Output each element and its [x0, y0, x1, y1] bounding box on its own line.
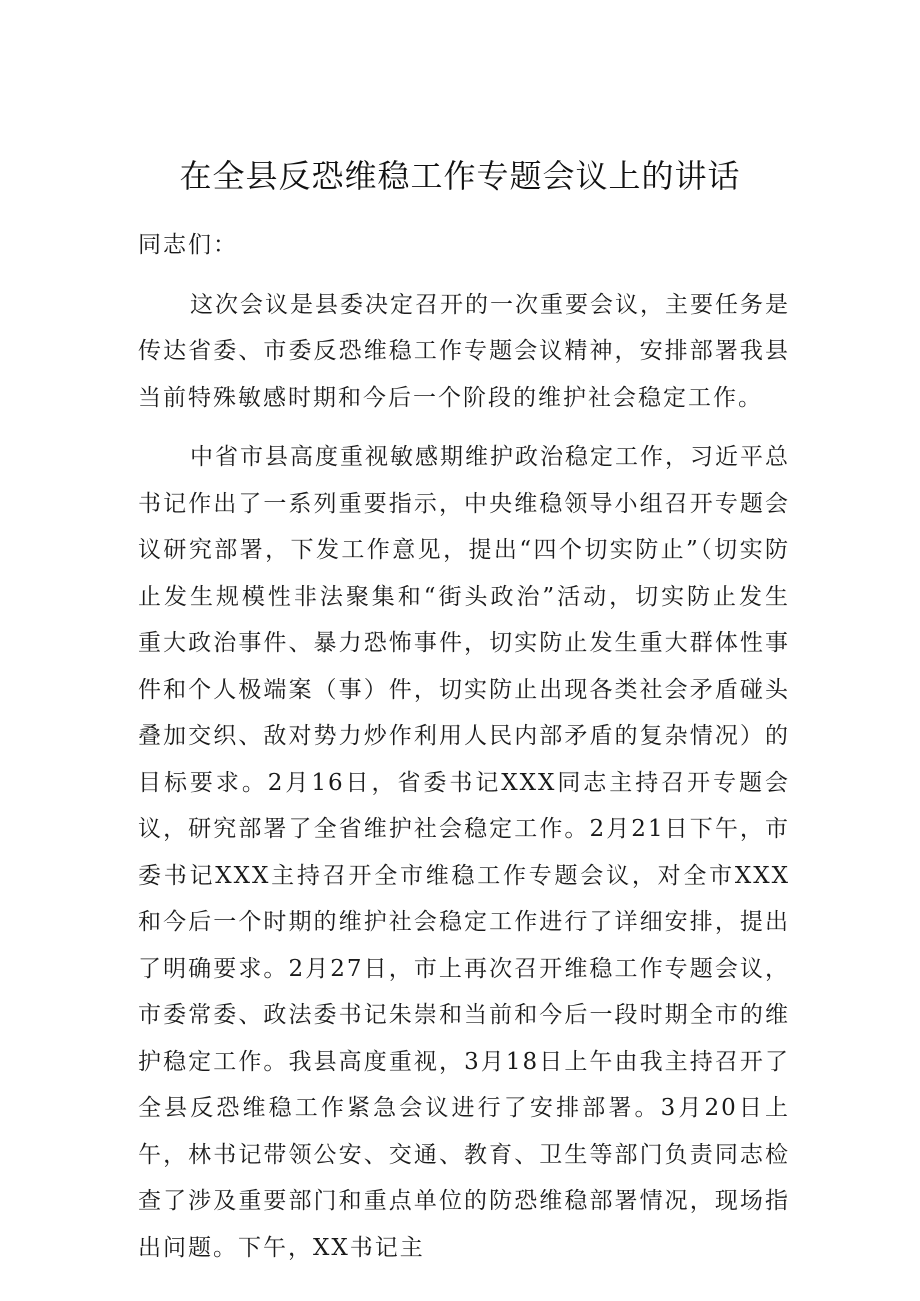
document-body [138, 222, 790, 1271]
document-title: 在全县反恐维稳工作专题会议上的讲话 [179, 157, 741, 195]
paragraph-2: 中省市县高度重视敏感期维护政治稳定工作，习近平总书记作出了一系列重要指示，中央维稳领导小组召开专题会议研究部署，下发工作意见，提出“四个切实防止”（切实防止发生规模性非法聚集和“街头政治”活动，切实防止发生重大政治事件、暴力恐怖事件，切实防止发生重大群体性事件和个人极端案（事）件，切实防止出现各类社会矛盾碰头叠加交织、敌对势力炒作利用人民内部矛盾的复杂情况）的目标要求。2月16日，省委书记XXX同志主持召开专题会议，研究部署了全省维护社会稳定工作。2月21日下午，市委书记XXX主持召开全市维稳工作专题会议，对全市XXX和今后一个时期的维护社会稳定工作进行了详细安排，提出了明确要求。2月27日，市上再次召开维稳工作专题会议，市委常委、政法委书记朱崇和当前和今后一段时期全市的维护稳定工作。我县高度重视，3月18日上午由我主持召开了全县反恐维稳工作紧急会议进行了安排部署。3月20日上午，林书记带领公安、交通、教育、卫生等部门负责同志检查了涉及重要部门和重点单位的防恐维稳部署情况，现场指出问题。下午，XX书记主 [138, 444, 790, 1261]
paragraph-1: 这次会议是县委决定召开的一次重要会议，主要任务是传达省委、市委反恐维稳工作专题会议精神，安排部署我县当前特殊敏感时期和今后一个阶段的维护社会稳定工作。 [138, 291, 790, 411]
salutation: 同志们： [138, 232, 238, 258]
